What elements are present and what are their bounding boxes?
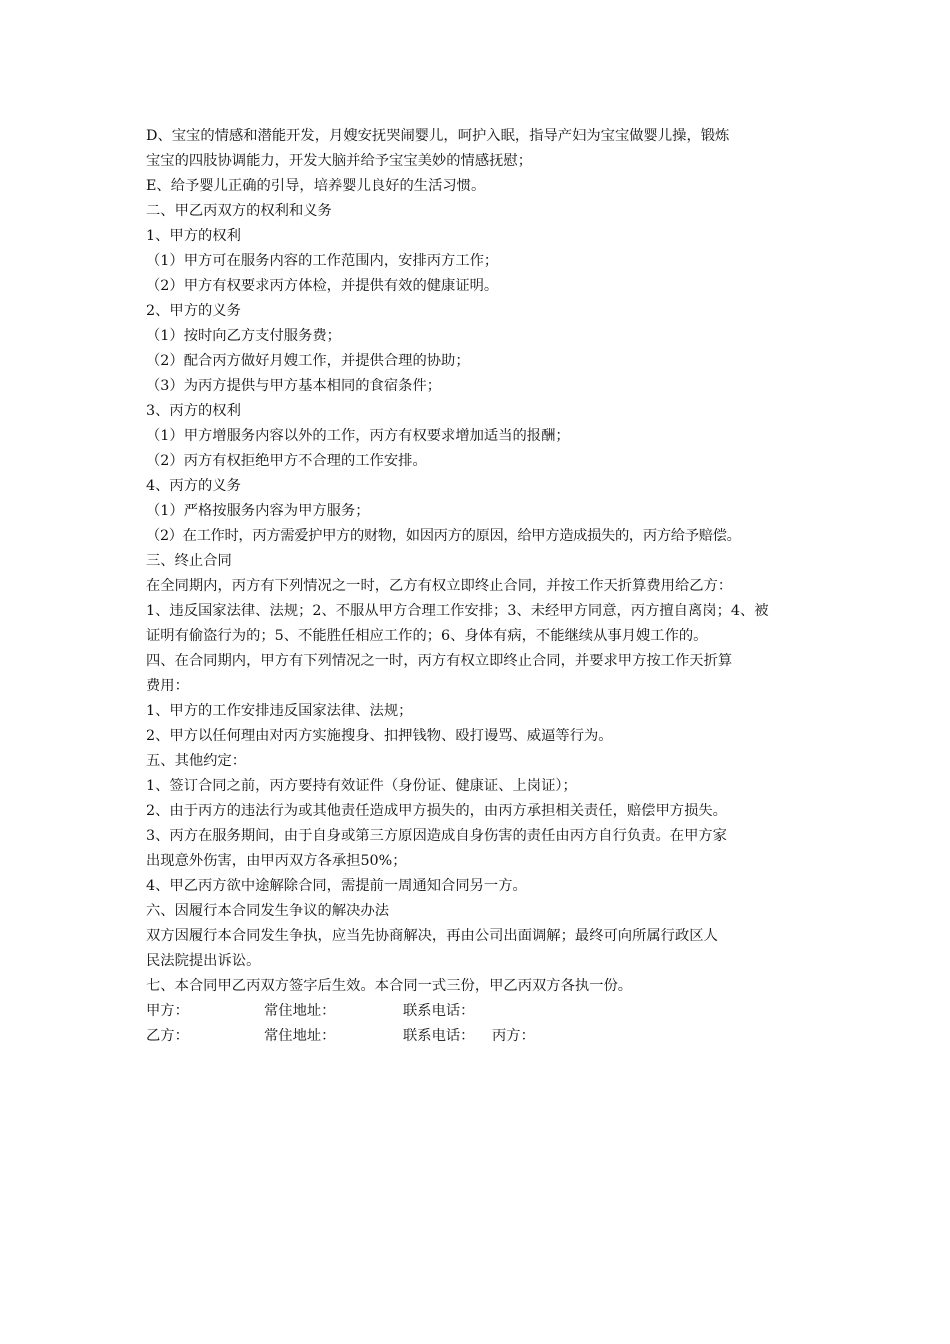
clause-line: 证明有偷盗行为的；5、不能胜任相应工作的；6、身体有病，不能继续从事月嫂工作的。 xyxy=(146,628,708,644)
section-heading: 六、因履行本合同发生争议的解决办法 xyxy=(146,903,390,919)
signature-row-party-b xyxy=(146,1024,826,1049)
phone-label: 联系电话： xyxy=(403,1003,475,1019)
clause-line: （1）甲方增服务内容以外的工作，丙方有权要求增加适当的报酬； xyxy=(146,428,570,444)
clause-line: （2）在工作时，丙方需爱护甲方的财物，如因丙方的原因，给甲方造成损失的，丙方给予赔偿。 xyxy=(146,528,741,544)
clause-line: （2）丙方有权拒绝甲方不合理的工作安排。 xyxy=(146,453,427,469)
subsection-heading: 4、丙方的义务 xyxy=(146,478,241,494)
clause-line: 出现意外伤害，由甲丙双方各承担50%； xyxy=(146,853,407,869)
subsection-heading: 3、丙方的权利 xyxy=(146,403,241,419)
subsection-heading: 2、甲方的义务 xyxy=(146,303,241,319)
clause-line: （2）配合丙方做好月嫂工作，并提供合理的协助； xyxy=(146,353,470,369)
section-heading: 五、其他约定： xyxy=(146,753,247,769)
clause-line: 1、违反国家法律、法规；2、不服从甲方合理工作安排；3、未经甲方同意，丙方擅自离岗；4、被 xyxy=(146,603,769,619)
clause-line: 4、甲乙丙方欲中途解除合同，需提前一周通知合同另一方。 xyxy=(146,878,527,894)
address-label: 常住地址： xyxy=(264,1003,336,1019)
party-c-label: 丙方： xyxy=(492,1028,535,1044)
phone-label: 联系电话： xyxy=(403,1028,475,1044)
clause-line: （1）严格按服务内容为甲方服务； xyxy=(146,503,370,519)
clause-line: 2、甲方以任何理由对丙方实施搜身、扣押钱物、殴打谩骂、威逼等行为。 xyxy=(146,728,613,744)
clause-line: 民法院提出诉讼。 xyxy=(146,953,261,969)
clause-line: 2、由于丙方的违法行为或其他责任造成甲方损失的，由丙方承担相关责任，赔偿甲方损失。 xyxy=(146,803,727,819)
clause-line: （1）甲方可在服务内容的工作范围内，安排丙方工作； xyxy=(146,253,499,269)
clause-line: （1）按时向乙方支付服务费； xyxy=(146,328,341,344)
subsection-heading: 1、甲方的权利 xyxy=(146,228,241,244)
section-heading: 七、本合同甲乙丙双方签字后生效。本合同一式三份，甲乙丙双方各执一份。 xyxy=(146,978,633,994)
clause-line: 1、签订合同之前，丙方要持有效证件（身份证、健康证、上岗证）； xyxy=(146,778,577,794)
clause-line: 3、丙方在服务期间，由于自身或第三方原因造成自身伤害的责任由丙方自行负责。在甲方家 xyxy=(146,828,727,844)
clause-line: （2）甲方有权要求丙方体检，并提供有效的健康证明。 xyxy=(146,278,499,294)
clause-line: 1、甲方的工作安排违反国家法律、法规； xyxy=(146,703,413,719)
clause-line: 在全同期内，丙方有下列情况之一时，乙方有权立即终止合同，并按工作天折算费用给乙方： xyxy=(146,578,733,594)
address-label: 常住地址： xyxy=(264,1028,336,1044)
clause-line: 宝宝的四肢协调能力，开发大脑并给予宝宝美妙的情感抚慰； xyxy=(146,153,533,169)
party-label: 乙方： xyxy=(146,1028,189,1044)
clause-line: 费用： xyxy=(146,678,189,694)
section-heading: 三、终止合同 xyxy=(146,553,232,569)
clause-line: （3）为丙方提供与甲方基本相同的食宿条件； xyxy=(146,378,442,394)
section-heading: 四、在合同期内，甲方有下列情况之一时，丙方有权立即终止合同，并要求甲方按工作天折算 xyxy=(146,653,733,669)
signature-row-party-a xyxy=(146,999,826,1024)
contract-page xyxy=(146,124,826,1049)
party-label: 甲方： xyxy=(146,1003,189,1019)
section-heading: 二、甲乙丙双方的权利和义务 xyxy=(146,203,332,219)
clause-line: D、宝宝的情感和潜能开发，月嫂安抚哭闹婴儿，呵护入眠，指导产妇为宝宝做婴儿操，锻炼 xyxy=(146,128,730,144)
clause-line: E、给予婴儿正确的引导，培养婴儿良好的生活习惯。 xyxy=(146,178,486,194)
clause-line: 双方因履行本合同发生争执，应当先协商解决，再由公司出面调解；最终可向所属行政区人 xyxy=(146,928,718,944)
